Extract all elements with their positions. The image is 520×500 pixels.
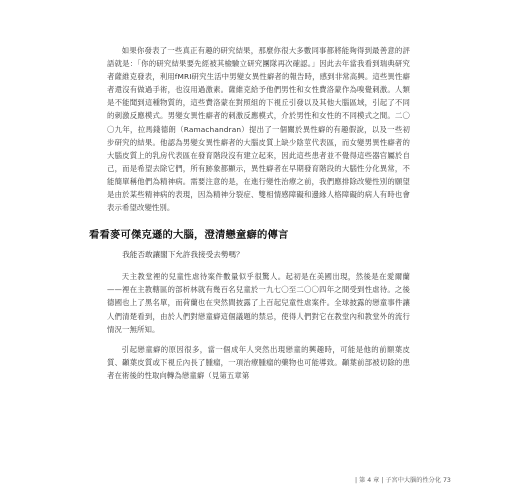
body-paragraph-2: 天主教堂裡的兒童性虐待案件數量似乎很驚人。起初是在美國出現，然後是在愛爾蘭——裡在主教轄區的部析林就有幾百名兒童於一九七〇至二〇〇四年之間受到性虐待。之後德國也上了黑名單，而荷蘭也在突然間披露了上百起兒童性虐案件。全球披露的戀童事件讓人們清楚看到，由於人們對戀童癖這個議題的禁忌，使得人們對它在教堂內和教堂外的流行情況一無所知。 xyxy=(107,272,410,334)
section-subquestion: 我能否敢讓閣下允許我接受去勢嗎？ xyxy=(122,250,244,260)
page-body xyxy=(89,44,410,382)
paragraph-gap xyxy=(107,336,410,343)
body-paragraph-3: 引起戀童癖的原因很多，當一個成年人突然出現戀童的興趣時，可能是他的前額葉皮質、顳葉皮質或下視丘內長了腫瘤，一項治療腫瘤的藥物也可能導致。顳葉前部被切除的患者在術後的性取向轉為戀童癖（見第五章第 xyxy=(107,344,410,380)
body-paragraph-1: 如果你發表了一些真正有趣的研究結果，那麼你很大多數同事都將能夠得到最善意的評語就是：「你的研究結果要先經被其檢驗立研究團隊再次確認。」因此去年當我看到瑞典研究者薩維克發表，利用fMRI研究生活中男變女異性癖者的報告時，感到非常高興。這些異性癖者還沒有做過手術，也沒用過激素。薩維克給予他們男性和女性費洛蒙作為嗅覺刺激。人類是不能聞到這種物質的，這些費洛蒙在對照組的下視丘引發以及其他大腦區域，引起了不同的刺激反應模式。男變女異性癖者的刺激反應模式，介於男性和女性的不同模式之間。二〇〇九年，拉馬錢德朗（Ramachandran）提出了一個關於異性癖的有趣假說，以及一些初步研究的結果。他認為男變女異性癖者的大腦皮質上缺少陰莖代表區，而女變男異性癖者的大腦皮質上的乳房代表區在發育階段沒有建立起來，因此這些患者並不覺得這些器官屬於自己，而是希望去除它們，所有跡象都顯示，異性癖者在早期發育階段的大腦性分化異常，不能簡單稱他們為精神病。需要注意的是，在進行變性治療之前，我們應排除改變性別的願望是由於某些精神病的表現，因為精神分裂症、雙相情感障礙和邊緣人格障礙的病人有時也會表示希望改變性別。 xyxy=(107,46,410,213)
section-heading: 看看麥可傑克遜的大腦，澄清戀童癖的傳言 xyxy=(89,229,289,242)
page-footer: | 第 4 章 | 子宮中大腦的性分化 73 xyxy=(355,477,451,484)
